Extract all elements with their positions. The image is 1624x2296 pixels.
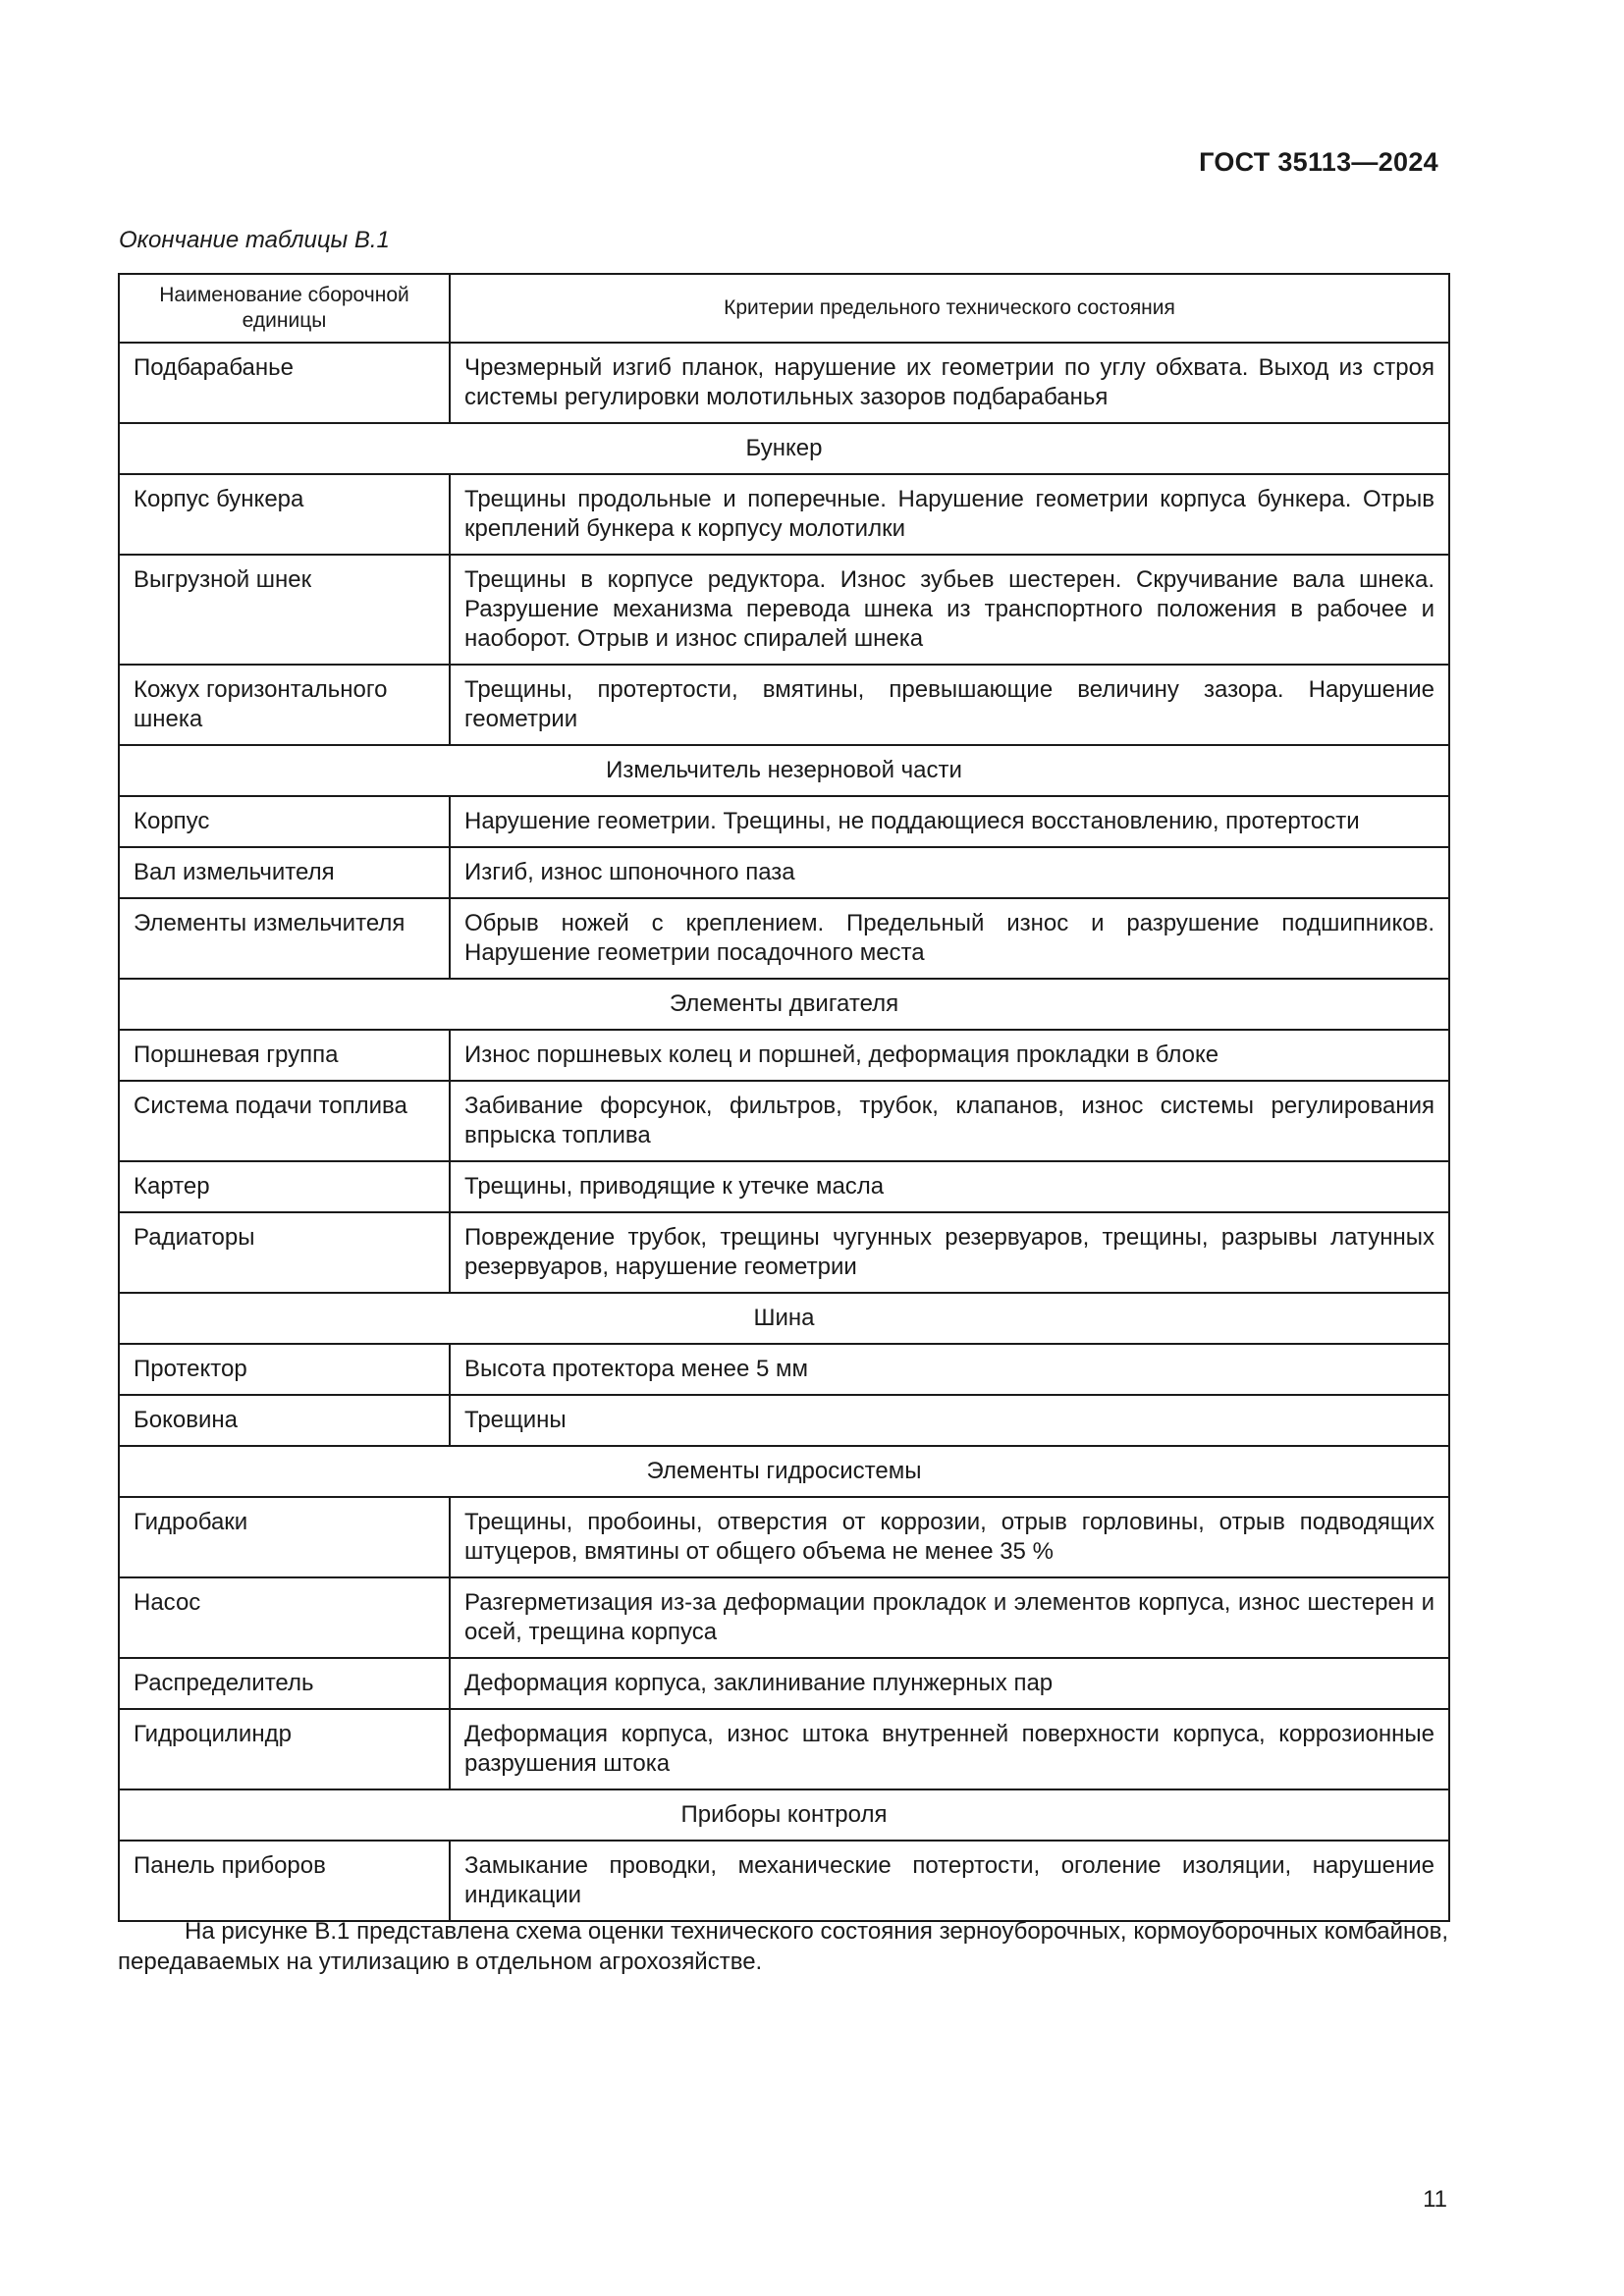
table-row	[119, 474, 1449, 555]
unit-name-cell: Насос	[119, 1577, 450, 1658]
section-title: Измельчитель незерновой части	[119, 745, 1449, 796]
unit-name-cell: Протектор	[119, 1344, 450, 1395]
unit-name-cell: Кожух горизонтального шнека	[119, 665, 450, 745]
criteria-cell: Трещины в корпусе редуктора. Износ зубьев шестерен. Скручивание вала шнека. Разрушение механизма перевода шнека из транспортного положения в рабочее и наоборот. Отрыв и износ спиралей шнека	[450, 555, 1449, 665]
section-title: Элементы гидросистемы	[119, 1446, 1449, 1497]
table-body	[119, 343, 1449, 1921]
table-row	[119, 847, 1449, 898]
table-section-row	[119, 423, 1449, 474]
unit-name-cell: Элементы измельчителя	[119, 898, 450, 979]
section-title: Бункер	[119, 423, 1449, 474]
table-header-row	[119, 274, 1449, 343]
criteria-cell: Высота протектора менее 5 мм	[450, 1344, 1449, 1395]
column-header-unit: Наименование сборочной единицы	[119, 274, 450, 343]
criteria-cell: Изгиб, износ шпоночного паза	[450, 847, 1449, 898]
unit-name-cell: Панель приборов	[119, 1841, 450, 1921]
table-section-row	[119, 1446, 1449, 1497]
unit-name-cell: Поршневая группа	[119, 1030, 450, 1081]
section-title: Шина	[119, 1293, 1449, 1344]
standard-code: ГОСТ 35113—2024	[1199, 147, 1438, 177]
table-row	[119, 1395, 1449, 1446]
unit-name-cell: Гидроцилиндр	[119, 1709, 450, 1789]
criteria-cell: Деформация корпуса, заклинивание плунжерных пар	[450, 1658, 1449, 1709]
table-row	[119, 1497, 1449, 1577]
criteria-table	[118, 273, 1450, 1922]
unit-name-cell: Подбарабанье	[119, 343, 450, 423]
criteria-cell: Замыкание проводки, механические потертости, оголение изоляции, нарушение индикации	[450, 1841, 1449, 1921]
criteria-cell: Деформация корпуса, износ штока внутренней поверхности корпуса, коррозионные разрушения штока	[450, 1709, 1449, 1789]
criteria-cell: Трещины, пробоины, отверстия от коррозии, отрыв горловины, отрыв подводящих штуцеров, вмятины от общего объема не менее 35 %	[450, 1497, 1449, 1577]
unit-name-cell: Распределитель	[119, 1658, 450, 1709]
table-section-row	[119, 1789, 1449, 1841]
table-row	[119, 1030, 1449, 1081]
criteria-cell: Трещины продольные и поперечные. Нарушение геометрии корпуса бункера. Отрыв креплений бункера к корпусу молотилки	[450, 474, 1449, 555]
table-row	[119, 1212, 1449, 1293]
criteria-cell: Нарушение геометрии. Трещины, не поддающиеся восстановлению, протертости	[450, 796, 1449, 847]
criteria-cell: Разгерметизация из-за деформации прокладок и элементов корпуса, износ шестерен и осей, трещина корпуса	[450, 1577, 1449, 1658]
table-row	[119, 1658, 1449, 1709]
criteria-cell: Повреждение трубок, трещины чугунных резервуаров, трещины, разрывы латунных резервуаров, нарушение геометрии	[450, 1212, 1449, 1293]
page-number: 11	[1423, 2186, 1447, 2213]
criteria-cell: Трещины	[450, 1395, 1449, 1446]
section-title: Приборы контроля	[119, 1789, 1449, 1841]
table-row	[119, 1081, 1449, 1161]
section-title: Элементы двигателя	[119, 979, 1449, 1030]
unit-name-cell: Гидробаки	[119, 1497, 450, 1577]
unit-name-cell: Корпус	[119, 796, 450, 847]
table-row	[119, 1709, 1449, 1789]
table-row	[119, 1161, 1449, 1212]
table-row	[119, 343, 1449, 423]
criteria-cell: Трещины, протертости, вмятины, превышающие величину зазора. Нарушение геометрии	[450, 665, 1449, 745]
table-section-row	[119, 979, 1449, 1030]
table-row	[119, 1577, 1449, 1658]
table-section-row	[119, 745, 1449, 796]
table-row	[119, 796, 1449, 847]
unit-name-cell: Боковина	[119, 1395, 450, 1446]
unit-name-cell: Вал измельчителя	[119, 847, 450, 898]
table-section-row	[119, 1293, 1449, 1344]
criteria-cell: Чрезмерный изгиб планок, нарушение их геометрии по углу обхвата. Выход из строя системы регулировки молотильных зазоров подбарабанья	[450, 343, 1449, 423]
table-row	[119, 1344, 1449, 1395]
table-row	[119, 665, 1449, 745]
table-row	[119, 898, 1449, 979]
criteria-cell: Трещины, приводящие к утечке масла	[450, 1161, 1449, 1212]
unit-name-cell: Система подачи топлива	[119, 1081, 450, 1161]
body-paragraph: На рисунке В.1 представлена схема оценки технического состояния зерноуборочных, кормоуборочных комбайнов, передаваемых на утилизацию в отдельном агрохозяйстве.	[118, 1918, 1448, 1975]
table-caption: Окончание таблицы В.1	[119, 227, 390, 253]
unit-name-cell: Выгрузной шнек	[119, 555, 450, 665]
table-row	[119, 1841, 1449, 1921]
table-row	[119, 555, 1449, 665]
unit-name-cell: Корпус бункера	[119, 474, 450, 555]
criteria-cell: Забивание форсунок, фильтров, трубок, клапанов, износ системы регулирования впрыска топлива	[450, 1081, 1449, 1161]
criteria-cell: Обрыв ножей с креплением. Предельный износ и разрушение подшипников. Нарушение геометрии посадочного места	[450, 898, 1449, 979]
unit-name-cell: Радиаторы	[119, 1212, 450, 1293]
column-header-criteria: Критерии предельного технического состояния	[450, 274, 1449, 343]
unit-name-cell: Картер	[119, 1161, 450, 1212]
criteria-cell: Износ поршневых колец и поршней, деформация прокладки в блоке	[450, 1030, 1449, 1081]
